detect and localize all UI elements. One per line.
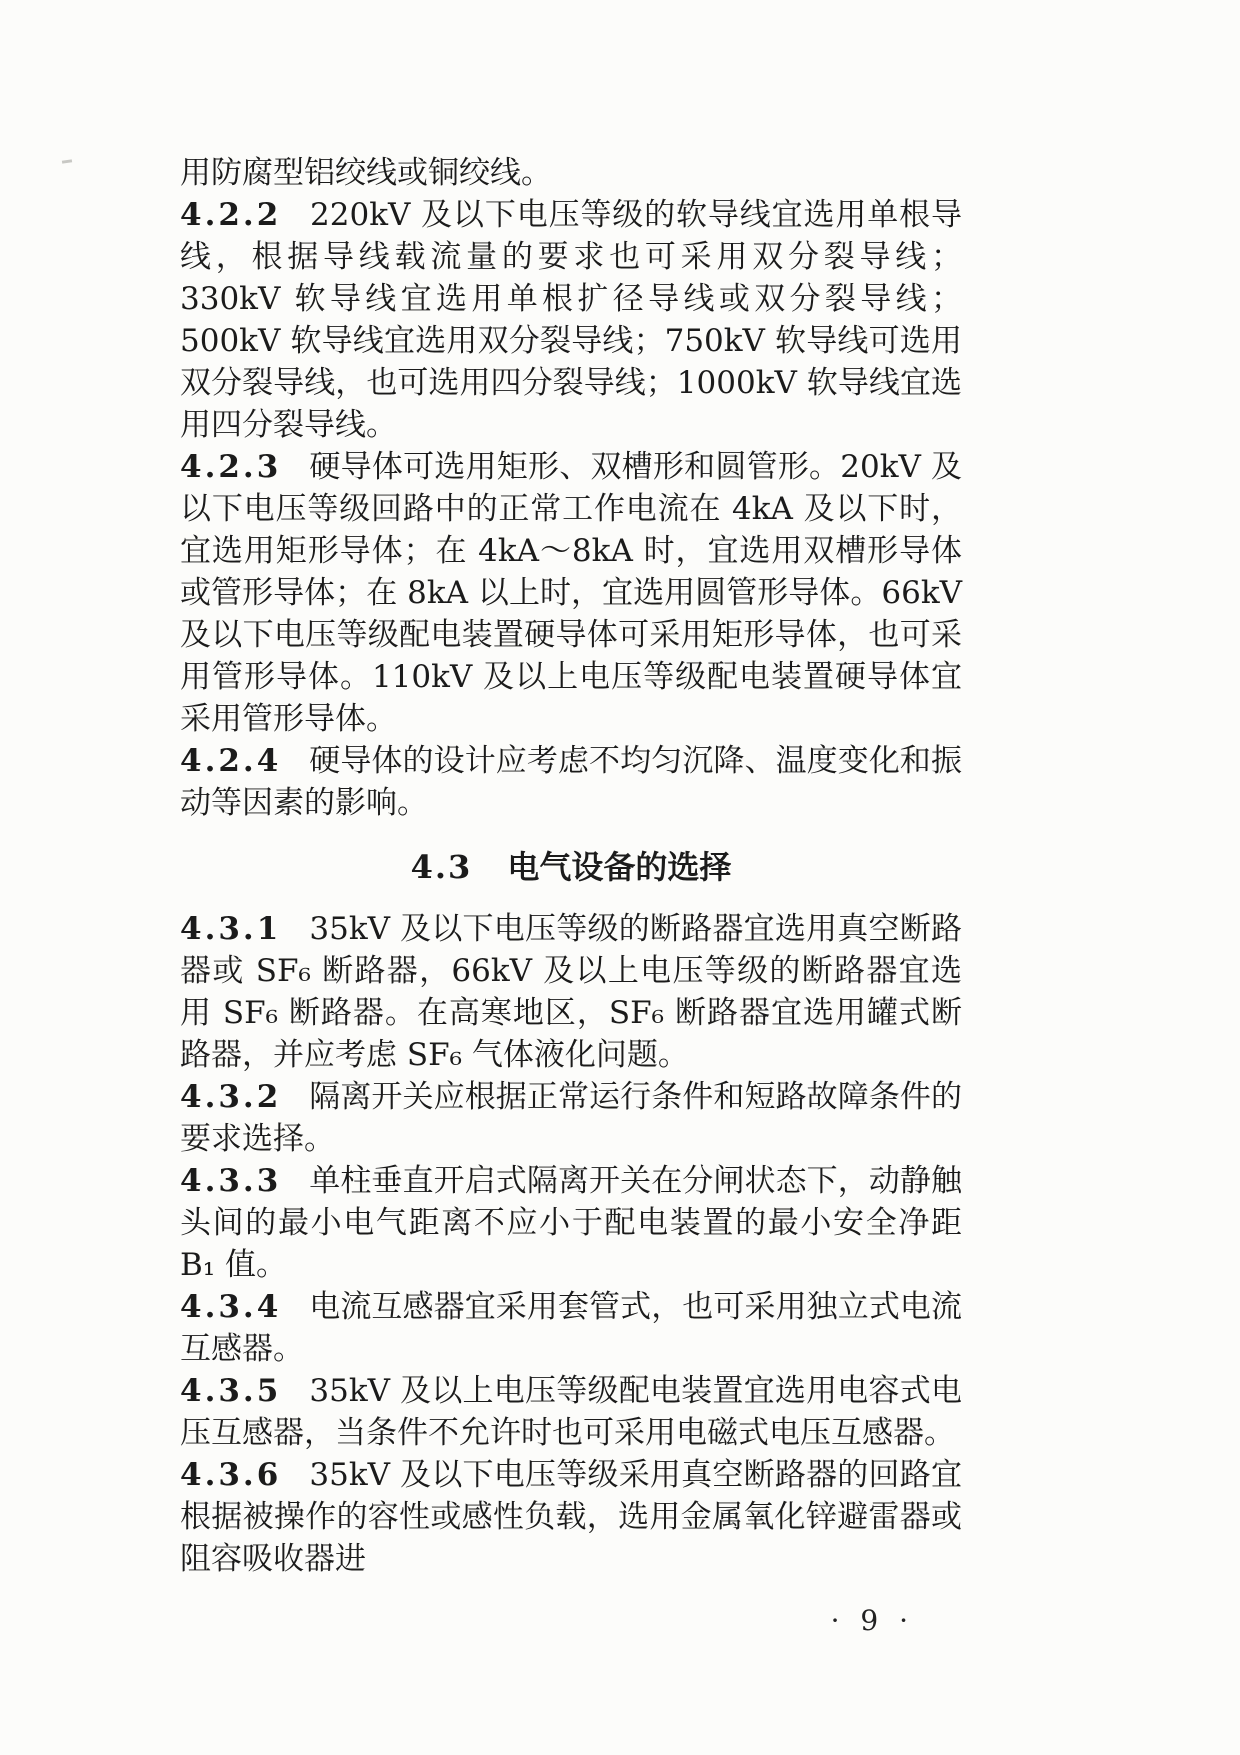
- paragraph-text: 35kV 及以下电压等级采用真空断路器的回路宜根据被操作的容性或感性负载，选用金属氧化锌避雷器或阻容吸收器进: [180, 1457, 962, 1577]
- paragraph-text: 硬导体的设计应考虑不均匀沉降、温度变化和振动等因素的影响。: [180, 743, 963, 821]
- section-heading-4-3: [180, 846, 962, 888]
- para-4-3-6: [180, 1454, 962, 1580]
- section-number: 4.3.1: [180, 911, 282, 947]
- para-4-3-4: [180, 1286, 962, 1370]
- para-4-2-4: [180, 740, 962, 824]
- paragraph-text: 220kV 及以下电压等级的软导线宜选用单根导线，根据导线载流量的要求也可采用双分裂导线；330kV 软导线宜选用单根扩径导线或双分裂导线；500kV 软导线宜选用双分裂导线；750kV 软导线可选用双分裂导线，也可选用四分裂导线；1000kV 软导线宜选用四分裂导线。: [180, 197, 962, 443]
- paragraph-text: 35kV 及以下电压等级的断路器宜选用真空断路器或 SF₆ 断路器，66kV 及以上电压等级的断路器宜选用 SF₆ 断路器。在高寒地区，SF₆ 断路器宜选用罐式断路器，并应考虑 SF₆ 气体液化问题。: [180, 911, 962, 1073]
- paragraph-continuation: [180, 152, 962, 194]
- heading-number: 4.3: [410, 848, 473, 886]
- section-number: 4.2.3: [180, 449, 282, 485]
- para-4-3-2: [180, 1076, 962, 1160]
- section-number: 4.3.2: [180, 1079, 282, 1115]
- section-number: 4.3.5: [180, 1373, 282, 1409]
- para-4-2-3: [180, 446, 962, 740]
- section-number: 4.2.4: [180, 743, 282, 779]
- section-number: 4.2.2: [180, 197, 282, 233]
- paragraph-text: 35kV 及以上电压等级配电装置宜选用电容式电压互感器，当条件不允许时也可采用电磁式电压互感器。: [180, 1373, 962, 1451]
- para-4-2-2: [180, 194, 962, 446]
- paragraph-text: 隔离开关应根据正常运行条件和短路故障条件的要求选择。: [180, 1079, 963, 1157]
- paragraph-text: 硬导体可选用矩形、双槽形和圆管形。20kV 及以下电压等级回路中的正常工作电流在 4kA 及以下时，宜选用矩形导体；在 4kA～8kA 时，宜选用双槽形导体或管形导体；在 8kA 以上时，宜选用圆管形导体。66kV 及以下电压等级配电装置硬导体可采用矩形导体，也可采用管形导体。110kV 及以上电压等级配电装置硬导体宜采用管形导体。: [180, 449, 962, 737]
- para-4-3-5: [180, 1370, 962, 1454]
- para-4-3-1: [180, 908, 962, 1076]
- section-number: 4.3.3: [180, 1163, 282, 1199]
- paragraph-text: 电流互感器宜采用套管式，也可采用独立式电流互感器。: [180, 1289, 963, 1367]
- para-4-3-3: [180, 1160, 962, 1286]
- paragraph-text: 用防腐型铝绞线或铜绞线。: [180, 155, 552, 191]
- section-number: 4.3.4: [180, 1289, 282, 1325]
- scan-artifact-mark: [62, 159, 72, 163]
- paragraph-text: 单柱垂直开启式隔离开关在分闸状态下，动静触头间的最小电气距离不应小于配电装置的最小安全净距 B₁ 值。: [180, 1163, 963, 1283]
- section-number: 4.3.6: [180, 1457, 282, 1493]
- page-number: · 9 ·: [830, 1604, 914, 1637]
- heading-title: 电气设备的选择: [507, 848, 732, 886]
